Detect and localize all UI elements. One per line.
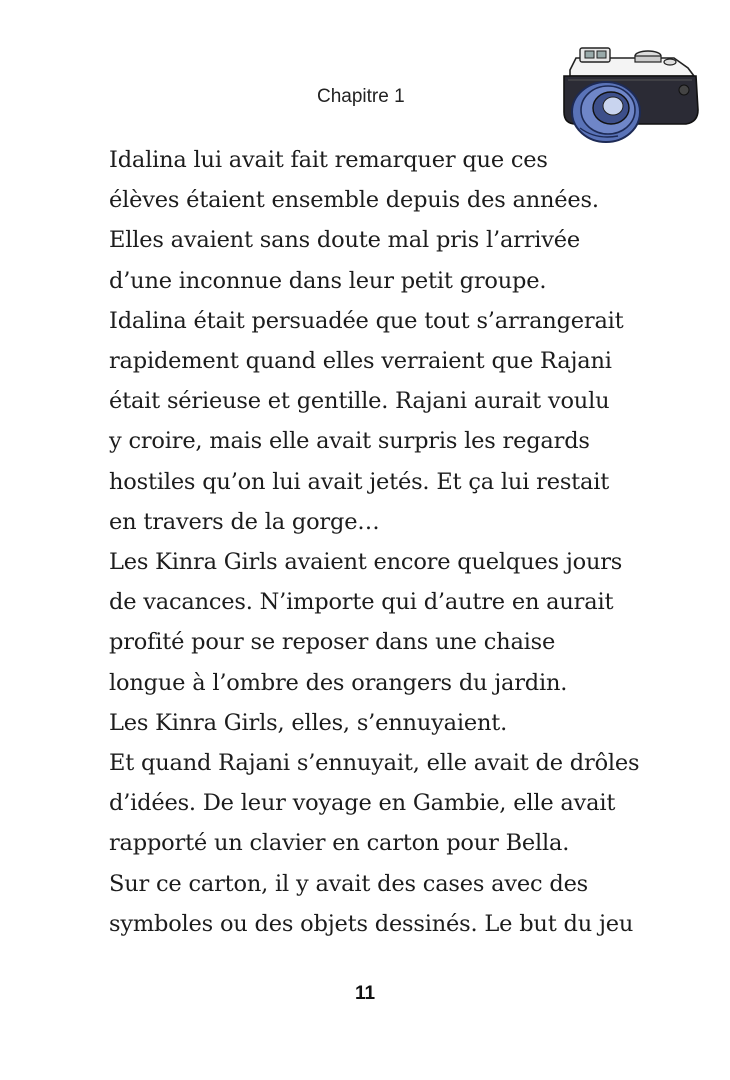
text-line: profité pour se reposer dans une chaise [109, 629, 556, 656]
text-line: en travers de la gorge… [109, 508, 380, 535]
text-line: hostiles qu’on lui avait jetés. Et ça lui restait [109, 468, 610, 495]
text-line: Idalina lui avait fait remarquer que ces [109, 147, 548, 173]
page-number: 11 [354, 983, 376, 1004]
text-line: Idalina était persuadée que tout s’arrangerait [109, 307, 624, 334]
text-line: y croire, mais elle avait surpris les regards [109, 428, 590, 455]
text-line: Et quand Rajani s’ennuyait, elle avait de drôles [109, 750, 640, 777]
text-line: Elles avaient sans doute mal pris l’arrivée [109, 227, 581, 254]
text-line: rapidement quand elles verraient que Rajani [109, 348, 612, 375]
text-line: Sur ce carton, il y avait des cases avec des [109, 870, 589, 897]
camera-icon [556, 40, 702, 148]
text-line: de vacances. N’importe qui d’autre en aurait [109, 589, 614, 616]
text-line: symboles ou des objets dessinés. Le but du jeu [109, 910, 634, 937]
body-text [109, 140, 709, 944]
text-line: Les Kinra Girls, elles, s’ennuyaient. [109, 709, 508, 736]
text-line: était sérieuse et gentille. Rajani aurait voulu [109, 388, 610, 415]
text-line: d’une inconnue dans leur petit groupe. [109, 267, 547, 294]
text-line: d’idées. De leur voyage en Gambie, elle avait [109, 790, 616, 817]
text-line: longue à l’ombre des orangers du jardin. [109, 669, 568, 696]
text-line: rapporté un clavier en carton pour Bella. [109, 830, 570, 857]
text-line: élèves étaient ensemble depuis des années. [109, 187, 599, 214]
chapter-heading: Chapitre 1 [317, 86, 405, 107]
text-line: Les Kinra Girls avaient encore quelques jours [109, 549, 623, 576]
